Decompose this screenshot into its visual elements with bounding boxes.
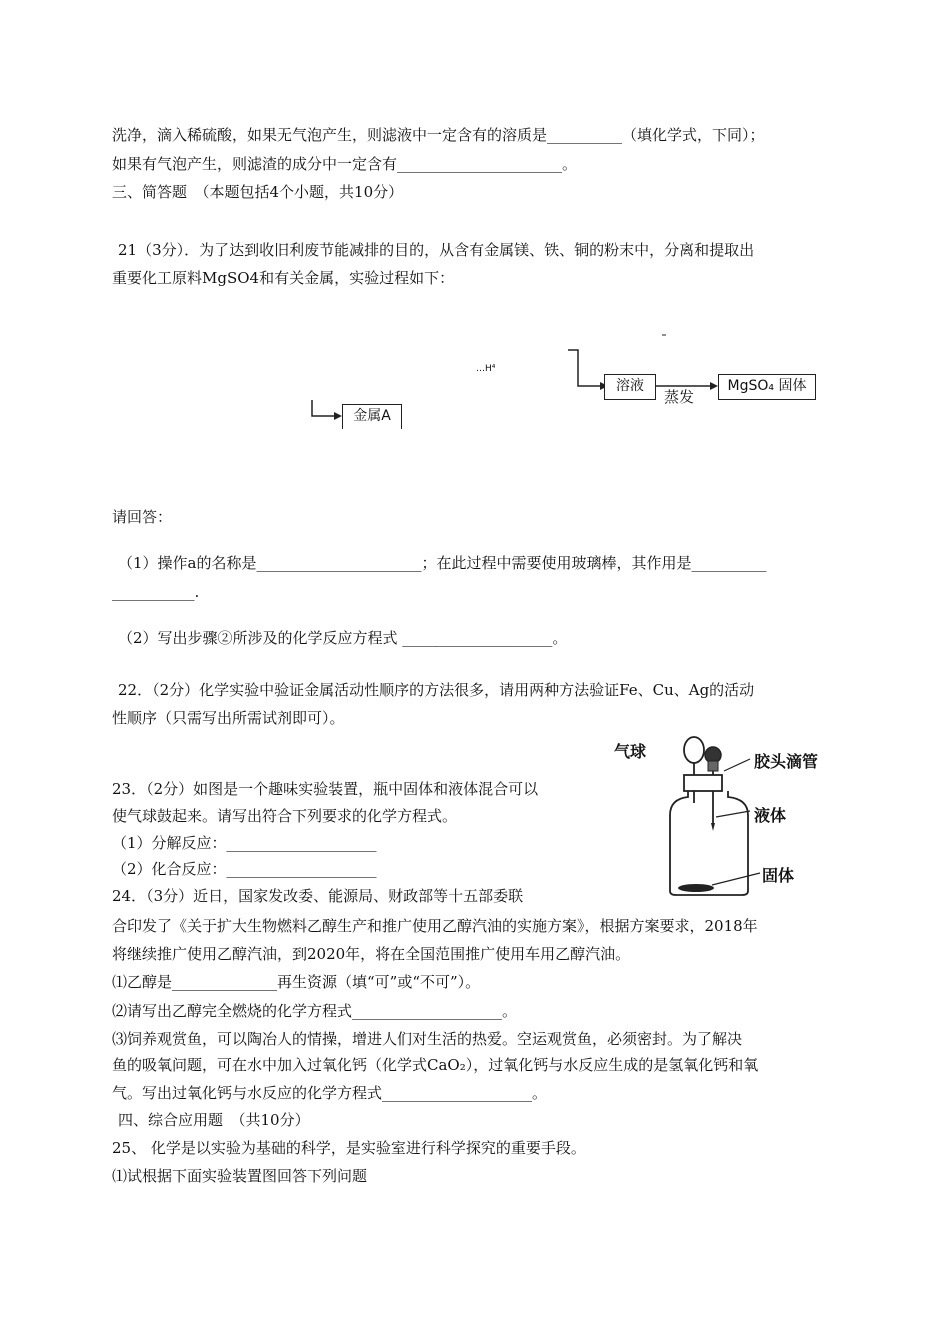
label-balloon: 气球 — [614, 742, 647, 761]
q24-part-3-cont-1: 鱼的吸氧问题，可在水中加入过氧化钙（化学式CaO₂），过氧化钙与水反应生成的是氢氧化钙和氧 — [112, 1056, 759, 1074]
q23-part-1: （1）分解反应：____________________ — [112, 834, 377, 852]
q24-part-2: ⑵请写出乙醇完全燃烧的化学方程式____________________。 — [112, 1002, 518, 1020]
q24-part-1: ⑴乙醇是______________再生资源（填“可”或“不可”）。 — [112, 973, 481, 991]
question-21-cont: 重要化工原料MgSO4和有关金属，实验过程如下： — [112, 269, 455, 287]
diagram-fragment: …H⁴ — [476, 364, 496, 374]
q23-part-2: （2）化合反应：____________________ — [112, 860, 377, 878]
q21-part-1: （1）操作a的名称是______________________；在此过程中需要使用玻璃棒，其作用是__________ — [118, 554, 767, 572]
q21-part-1-cont: ___________. — [112, 583, 200, 601]
q24-part-3: ⑶饲养观赏鱼，可以陶冶人的情操，增进人们对生活的热爱。空运观赏鱼，必须密封。为了解决 — [112, 1030, 743, 1048]
please-answer: 请回答： — [112, 508, 173, 526]
question-24-cont-1: 合印发了《关于扩大生物燃料乙醇生产和推广使用乙醇汽油的实施方案》，根据方案要求，2018年 — [112, 917, 758, 935]
box-solution: 溶液 — [604, 374, 656, 400]
box-mgso4-solid: MgSO₄ 固体 — [718, 374, 816, 400]
question-23-cont: 使气球鼓起来。请写出符合下列要求的化学方程式。 — [112, 807, 458, 825]
section-heading-3: 三、简答题 （本题包括4个小题，共10分） — [112, 183, 404, 201]
q21-part-2: （2）写出步骤②所涉及的化学反应方程式 ____________________。 — [118, 629, 568, 647]
q24-part-3-cont-2: 气。写出过氧化钙与水反应的化学方程式____________________。 — [112, 1084, 548, 1102]
question-23: 23．（2分）如图是一个趣味实验装置，瓶中固体和液体混合可以 — [112, 780, 539, 798]
question-22: 22．（2分）化学实验中验证金属活动性顺序的方法很多，请用两种方法验证Fe、Cu、Ag的活动 — [118, 681, 755, 699]
question-21: 21（3分）．为了达到收旧利废节能减排的目的，从含有金属镁、铁、铜的粉末中，分离和提取出 — [118, 241, 755, 259]
question-24-cont-2: 将继续推广使用乙醇汽油，到2020年，将在全国范围推广使用车用乙醇汽油。 — [112, 945, 631, 963]
text-line-1: 洗净，滴入稀硫酸，如果无气泡产生，则滤液中一定含有的溶质是__________（填化学式，下同）； — [112, 126, 765, 144]
box-metal-a: 金属A — [342, 404, 402, 429]
section-heading-4: 四、综合应用题 （共10分） — [118, 1111, 310, 1129]
question-25: 25、 化学是以实验为基础的科学，是实验室进行科学探究的重要手段。 — [112, 1139, 586, 1157]
step-evaporate: 蒸发 — [664, 388, 695, 406]
text-line-2: 如果有气泡产生，则滤渣的成分中一定含有______________________。 — [112, 155, 578, 173]
question-24: 24．（3分）近日，国家发改委、能源局、财政部等十五部委联 — [112, 887, 524, 905]
label-liquid: 液体 — [754, 806, 787, 825]
question-22-cont: 性顺序（只需写出所需试剂即可）。 — [112, 709, 345, 727]
apparatus-diagram — [612, 733, 832, 898]
q25-part-1: ⑴试根据下面实验装置图回答下列问题 — [112, 1167, 368, 1185]
label-dropper: 胶头滴管 — [754, 752, 819, 771]
label-solid: 固体 — [762, 866, 795, 885]
flow-diagram — [300, 330, 830, 440]
